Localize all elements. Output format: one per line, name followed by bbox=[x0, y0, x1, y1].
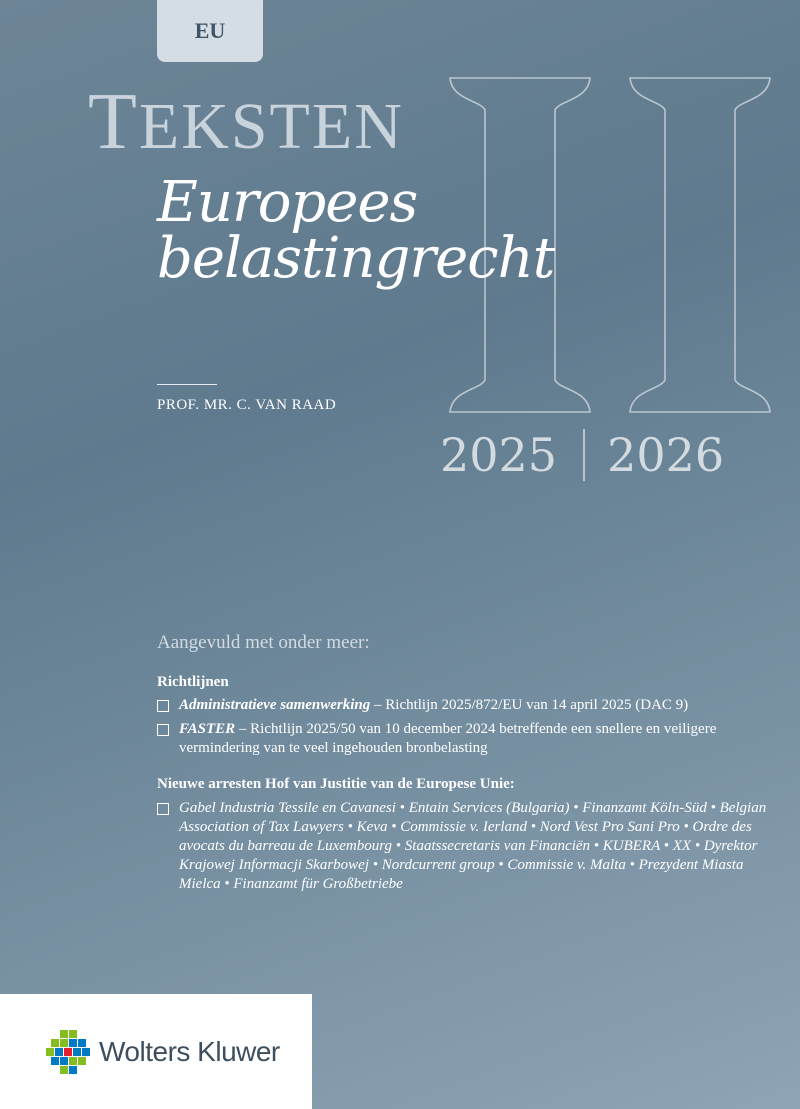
publisher-logo-panel bbox=[0, 994, 312, 1109]
item-text: – Richtlijn 2025/50 van 10 december 2024 betreffende een snellere en veiligere vermindering van te veel ingehouden bronbelasting bbox=[179, 721, 717, 756]
list-item bbox=[157, 720, 767, 758]
case-list: Gabel Industria Tessile en Cavanesi • Entain Services (Bulgaria) • Finanzamt Köln-Süd • Belgian Association of Tax Lawyers • Keva • Commissie v. Ierland • Nord Vest Pro Sani Pro • Ordre des avocats du barreau de Luxembourg • Staatssecretaris van Financiën • KUBERA • XX • Dyrektor Krajowej Informacji Skarbowej • Nordcurrent group • Commissie v. Malta • Prezydent Miasta Mielca • Finanzamt für Großbetriebe bbox=[179, 800, 767, 892]
author-divider bbox=[157, 384, 217, 385]
supplement-intro: Aangevuld met onder meer: bbox=[157, 632, 370, 653]
year-end: 2026 bbox=[607, 428, 725, 482]
publisher-name: Wolters Kluwer bbox=[99, 1035, 280, 1067]
list-item bbox=[157, 799, 767, 894]
book-title-line1: Europees bbox=[157, 170, 418, 235]
checkbox-icon bbox=[157, 724, 169, 736]
year-divider bbox=[583, 429, 585, 481]
section-heading-rulings: Nieuwe arresten Hof van Justitie van de Europese Unie: bbox=[157, 776, 515, 792]
book-title bbox=[157, 170, 555, 291]
year-start: 2025 bbox=[440, 428, 558, 482]
item-title: Administratieve samenwerking bbox=[179, 697, 371, 713]
item-title: FASTER bbox=[179, 721, 236, 737]
eu-tab bbox=[157, 0, 263, 62]
series-title-initial: T bbox=[88, 78, 139, 166]
checkbox-icon bbox=[157, 803, 169, 815]
section-heading-directives: Richtlijnen bbox=[157, 674, 229, 690]
series-title-rest: EKSTEN bbox=[138, 90, 404, 163]
item-text: – Richtlijn 2025/872/EU van 14 april 2025 (DAC 9) bbox=[370, 697, 689, 713]
eu-tab-label: EU bbox=[194, 18, 226, 43]
wolters-kluwer-logo-icon bbox=[45, 1029, 91, 1075]
checkbox-icon bbox=[157, 700, 169, 712]
list-item bbox=[157, 696, 767, 715]
series-title bbox=[88, 78, 404, 166]
book-title-line2: belastingrecht bbox=[157, 226, 555, 291]
edition-years bbox=[440, 420, 724, 490]
author-name: PROF. MR. C. VAN RAAD bbox=[157, 397, 337, 413]
